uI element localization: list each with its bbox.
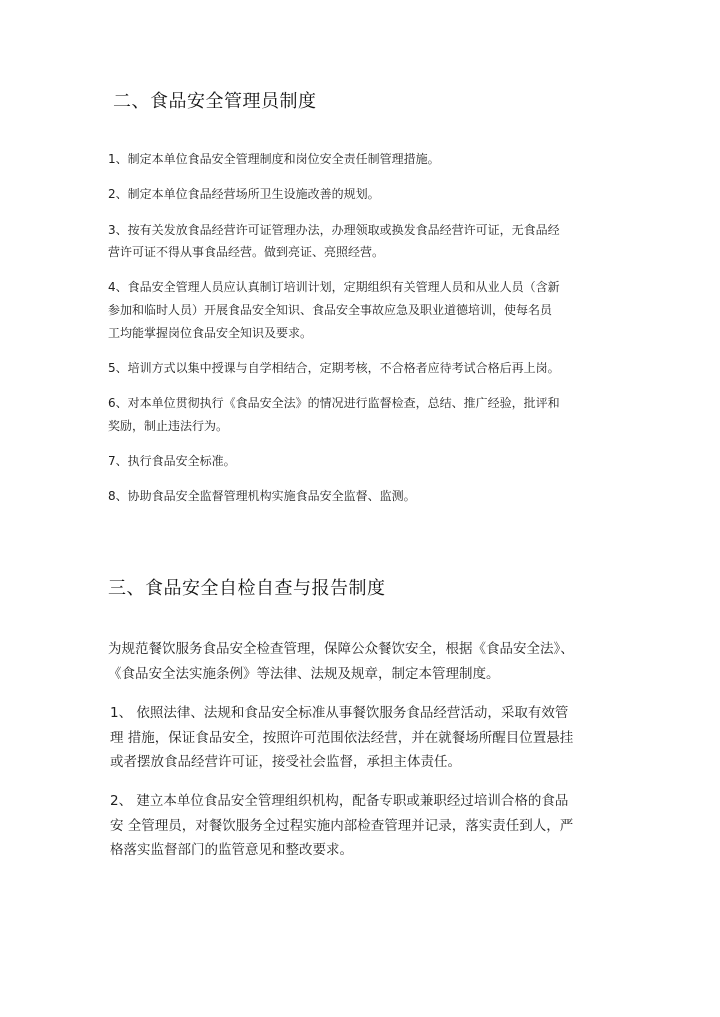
section-2-heading: 二、食品安全管理员制度 [113, 91, 317, 112]
section-3-item-1-line-1: 1、 依照法律、法规和食品安全标准从事餐饮服务食品经营活动，采取有效管 [110, 705, 569, 721]
section-3-intro-line-1: 为规范餐饮服务食品安全检查管理，保障公众餐饮安全，根据《食品安全法》、 [108, 641, 574, 657]
section-2-item-1-line-1: 1、制定本单位食品安全管理制度和岗位安全责任制管理措施。 [108, 152, 440, 166]
section-2-item-7-line-1: 7、执行食品安全标准。 [108, 454, 236, 468]
section-2-item-8-line-1: 8、协助食品安全监督管理机构实施食品安全监督、监测。 [108, 489, 416, 503]
section-2-item-5-line-1: 5、培训方式以集中授课与自学相结合，定期考核，不合格者应待考试合格后再上岗。 [108, 361, 560, 375]
section-2-item-4-line-2: 参加和临时人员）开展食品安全知识、食品安全事故应急及职业道德培训，使每名员 [108, 303, 553, 317]
section-2-item-3-line-2: 营许可证不得从事食品经营。做到亮证、亮照经营。 [108, 245, 385, 259]
section-2-item-6-line-2: 奖励，制止违法行为。 [108, 419, 229, 433]
section-2-item-4-line-1: 4、食品安全管理人员应认真制订培训计划，定期组织有关管理人员和从业人员（含新 [108, 280, 560, 294]
section-3-item-2-line-3: 格落实监督部门的监管意见和整改要求。 [110, 842, 353, 858]
section-3-heading: 三、食品安全自检自查与报告制度 [108, 578, 386, 599]
section-3-item-1-line-3: 或者摆放食品经营许可证，接受社会监督，承担主体责任。 [110, 754, 461, 770]
section-2-item-6-line-1: 6、对本单位贯彻执行《食品安全法》的情况进行监督检查，总结、推广经验，批评和 [108, 396, 560, 410]
section-2-item-2-line-1: 2、制定本单位食品经营场所卫生设施改善的规划。 [108, 187, 380, 201]
section-3-item-2-line-2: 安 全管理员，对餐饮服务全过程实施内部检查管理并记录，落实责任到人，严 [110, 818, 574, 834]
section-3-item-2-line-1: 2、 建立本单位食品安全管理组织机构，配备专职或兼职经过培训合格的食品 [110, 793, 569, 809]
section-2-item-4-line-3: 工均能掌握岗位食品安全知识及要求。 [108, 326, 313, 340]
section-2-item-3-line-1: 3、按有关发放食品经营许可证管理办法，办理领取或换发食品经营许可证，无食品经 [108, 223, 560, 237]
section-3-item-1-line-2: 理 措施，保证食品安全，按照许可范围依法经营，并在就餐场所醒目位置悬挂 [110, 730, 574, 746]
section-3-intro-line-2: 《食品安全法实施条例》等法律、法规及规章，制定本管理制度。 [108, 666, 500, 682]
